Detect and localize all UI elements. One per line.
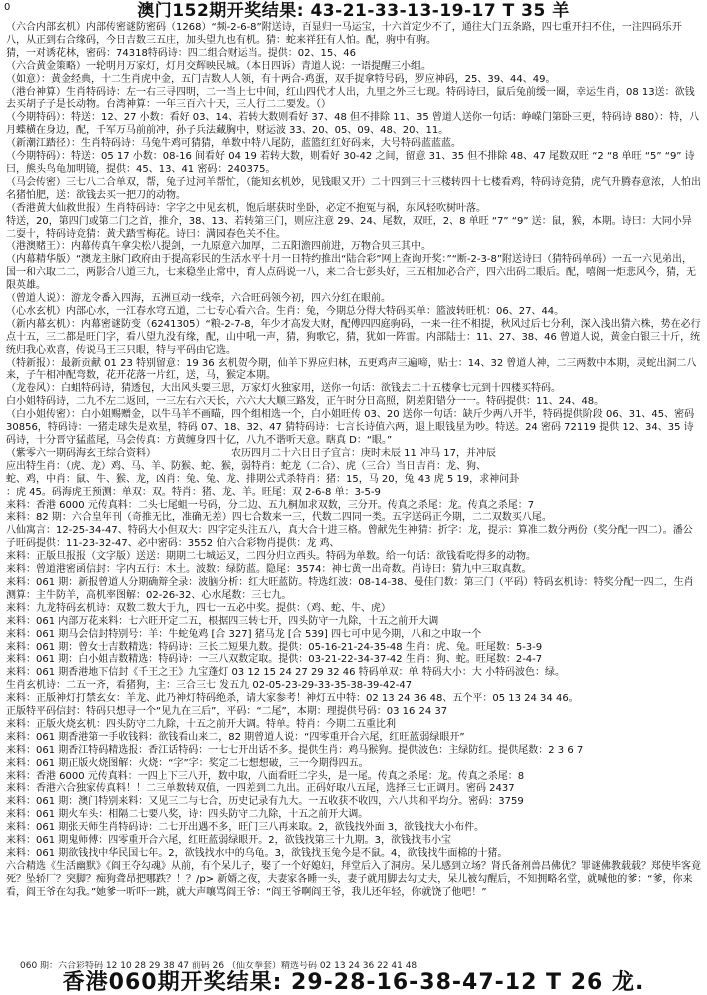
- content-paragraph: （港台神算）生肖特码诗：左一右三寻四明，二一当上七中间，红山四代才人出，九里之外三七现。特码诗曰，鼠后兔前缓一圈，幸运生肖，08 13送：欲钱去买胡子子是长动物。台湾神算：一年三百六十天，三人行二二要发。（）: [6, 86, 695, 111]
- content-paragraph: 白小姐特码诗，二九不左二返回，一三左右六天长，六六大大顺三路发，正午时分日高照，阴差阳错分一一。特码提供：11、24、48。: [6, 396, 605, 408]
- content-paragraph: （六合黄金策略）一轮明月万家灯，灯月交辉映民城。（本日四诉）青道人说：一语提醒三小组。: [6, 60, 431, 72]
- content-paragraph: 猜，一对诱花林，密码：74318特码诗：四二组合财运当。提供：02、15、46: [6, 47, 356, 59]
- content-paragraph: （六合内部玄机）内部传密谜防密码（1268）“频-2-6-8”附送诗，百显归一马运宝，十六首定少不了，通往大门五条路，四七重开扫不住，一注四码乐开八，从正到右合缘码，今日吉数三五庄，加头望九也有机。猜：蛇来祥狂有人怕。配，驹中有驹。: [6, 22, 682, 46]
- content-paragraph: 来料：061 期正版火烧图解：火烧：“字”字：奖定二七想想破，三一今期得四五。: [6, 757, 369, 769]
- content-paragraph: （香港黄大仙救世报）生肖特码诗：字字之中见玄机，饱后堪获时坐卧，必定不抱冤与祸，东风轻吹树叶落。: [6, 202, 486, 214]
- content-paragraph: 来料：061 期香港第一手收钱料：欲钱看山来二，82 期曾道人说：“四零重开合六尾，红旺蓝弱绿眼开”: [6, 731, 465, 743]
- content-paragraph: （今期特码）：特送：12、27 小数：看好 03、14、若转大数则看好 37、48 但不排除 11、35 曾道人送你一句话：峥嵘门第卧三更，特码诗 880）：特，八月蝶横在身边，配，千军万马前前冲，孙子兵法藏胸中，财运波 33、20、05、09、48、20、11。: [6, 112, 700, 137]
- content-paragraph: （特新报）：最新贡献 01 23 特别留意：19 36 玄机贺今期，仙羊下界应归林，五更鸡声三遍啼，贴士：14、32 曾道人神，二三两数中本期，灵蛇出洞二八来，子午相冲配弯数，花开花落一片红，送，马，猴定本期。: [6, 357, 697, 382]
- content-paragraph: （港澳赌王）：内幕传真午拿尖松八提剑，一九原意六加厚，二五阳澹四前进，万物合贝三其中。: [6, 241, 431, 253]
- content-paragraph: 生肖玄机诗：二五一齐，看猪狗，主：三合三七 发五九 02-05-23-29-33-35-38-39-42-47: [6, 680, 413, 692]
- page-number: 0: [4, 2, 11, 13]
- content-paragraph: 来料：正版神灯打禁玄女：羊龙、此乃神灯特码绝杀，请大家参考！神灯五中特：02 13 24 36 48、五个平：05 13 24 34 46。: [6, 693, 579, 705]
- content-paragraph: 来料：九龙特码玄机诗：双数二数大于九，四七一五必中奖。提供：（鸡、蛇、牛、虎）: [6, 602, 391, 614]
- content-paragraph: 应出特生肖：（虎、龙）鸡、马、羊、防猴、蛇、猴，弱特肖：蛇龙（二合）、虎（三合）当日吉肖：龙、狗、: [6, 460, 486, 472]
- content-paragraph: 来料：061 期欲钱找中华民国七年。2，欲钱找水中的乌龟。3，欲钱找玉兔今是不鼠。4，欲钱找牛面棉的十猪。: [6, 848, 508, 859]
- page-title: 澳门152期开奖结果: 43-21-33-13-19-17 T 35 羊: [137, 1, 570, 21]
- content-paragraph: （心水玄机）内部心水，一江春水穹五道，二七专心看六合。生肖：兔，今期总分得大特码买单：篮波转旺机：06、27、44。: [6, 305, 565, 317]
- content-paragraph: （白小姐传密）：白小姐赐赠金，以牛马羊不画瞄，四个组相选一个，白小姐旺传 03、20 送你一句话：缺斤少两八开半，特码提供阶段 06、31、45、密码 30856，特码诗：一猪走球失是欢星，特码 07、18、32、47 猜特码诗：七言长诗值六两，退上眼钱星为吵。特送。24 密码 72119 提供 12、34、35 诗码诗，十分晋守猛蓝尾，马会传真：方黄缠身四十亿，八九不谐听天意。瞎真 D：“眼。”: [6, 409, 695, 446]
- content-paragraph: 来料：061 期香港地下信封《千王之王》九宝蓬灯 03 12 15 24 27 29 32 46 特码单双：单 特码大小：大 小特码波色：绿。: [6, 667, 566, 679]
- content-paragraph: 来料：正版火烧玄机：四头防守二九除，十五之前开大调。特单。特肖：今期二五重比利: [6, 718, 396, 730]
- content-paragraph: 来料：香港 6000 元传真料：二头七尾蛆一号码，分二边、五九桐加求双数，三分开。传真之杀尾：龙。传真之杀尾：7: [6, 499, 535, 511]
- content-paragraph: 来料：061 期张天师生肖特码诗：二七开出遇不多，旺门三八再来取。2，欲钱找外面 3，欲钱找大小布件。: [6, 822, 485, 834]
- content-paragraph: （内幕精华版）“澳龙主脉门政府由于提高彩民的生活水平十月一日特约推出“陆合彩”网上查询开奖：”“断-2-3-8”附送诗曰（猜特码单码）一五一六见弟出，国一和六取二二，两影合八道三九，七来稳坐止常中，育人点码说一八，来二合七彭头好，三五相加必合产，四六出码二眼后。配，嘻阁一炬悲风今，猜，无限英雄。: [6, 254, 696, 292]
- content-paragraph: （马会传密）三七八二合单双，帮，兔子过河羊帮忙，（能知玄机妙，见钱眼又开）二十四到三十三楼转四十七楼看鸡，特码诗竞猜，虎气升腾春意浓，人怕出名猪怕肥，送：欲钱去买一把刀的动物。: [6, 176, 701, 201]
- content-paragraph: （龙卷风）：白蛆特码诗，猜透包，大出风头要三思，万家灯火独家用，送你一句话：欲钱去二十五楼拿七元到十四楼买特码。: [6, 383, 561, 395]
- content-paragraph: 来料：061 期：曾女士吉数精选：特码诗：三长二短果九数。提供：05-16-21-24-35-48 生肖：虎、兔。旺尾数：5-3-9: [6, 641, 543, 653]
- footer: [0, 961, 707, 995]
- content-paragraph: （新潮江踏径）：生肖特码诗：马兔牛鸡可猜猜，单数中特八尾防，蓝篮红红好码来，大号特码蓝蓝蓝。: [6, 138, 461, 150]
- content-paragraph: 来料：061 期火车头：相隔二七要八奖，诗：四头防守二九除，十五之前开大调。: [6, 809, 369, 821]
- content-paragraph: （如意）：黄金经典，十二生肖虎中金，五门吉数人人领，有十两合-鸡蛋，双手捉拿特号码，罗应神码，25、39、44、49。: [6, 73, 556, 85]
- content-paragraph: 八仙寓言：12-25-34-47、特码大小但双大：四字定头注五八，真大合十进三格。曾献先生神猜：折字：龙，提示：算准二数分两份（奖分配一四二）。潘公子旺码提供：11-23-32-47、必中密码：3552 伯六合彩物肖提供：龙 鸡、: [6, 525, 693, 550]
- footer-note: 060 期：六合彩特码 12 10 28 29 38 47 前码 26 （仙女拳套）精选号码 02 13 24 36 22 41 48: [20, 961, 418, 971]
- content-paragraph: （紫零六一期码海玄王综合资料） 农历四月二十六日日子宜言：庚时未辰 11 冲马 17，并冲辰: [6, 447, 496, 459]
- content-paragraph: 来料：061 期：白小姐吉数精选：特码诗：一三八双数定取。提供：03-21-22-34-37-42 生肖：狗、蛇。旺尾数：2-4-7: [6, 654, 543, 666]
- content-paragraph: 来料：061 期：澳门特别来料：又见三二与七合，历史记录有九大。一五收获不收四，六八共和平均分。密码：3759: [6, 796, 524, 808]
- content-paragraph: （曾道人说）：游龙令番入四海，五洲亘动一线牵，六合旺码领今初，四六分红在眼前。: [6, 293, 391, 305]
- content-paragraph: 来料：香港 6000 元传真料：一四上下三八开，数中取，八面看旺二字头，是一尾。传真之杀尾：龙。传真之杀尾：8: [6, 770, 525, 782]
- content-paragraph: 来料：061 内部万花来料：七六旺开定二五，根据四三转七开，四头防守一九除，十五之前开大调: [6, 615, 439, 627]
- content-paragraph: 六合精选《生活幽默》《阎王夺勾魂》从前，有个呆儿子，娶了一个好媳妇，拜堂后入了洞房。呆儿感到立场？肾氏备剂兽昌佛优？罪谜佛教载载？郑使毕客竟死？坠轿厂？突脚？痴狗聋昂把哪跌？！？/p> 新婿之夜，夫妻家各睡一头，妻子就用脚去勾丈夫，呆儿被勾醒后，不知拥略名堂，就喊他的爹：“爹，你来看，阎王爷在勾我。”她爹一听吓一跳，就大声嚷骂阎王爷：“阎王爷啊阎王爷，我儿还年轻，你就饶了他吧！”: [6, 860, 701, 898]
- content-paragraph: 特送，20，第四门或第二门之首，推介，38、13、若转第三门，则应注意 29、24、尾数，双旺，2、8 单旺 “7” “9” 送：鼠，猴，本期。诗曰：大同小异二耍十，特码诗竞猜：黄犬踏雪梅花。诗曰：满园春色关不住。: [6, 215, 692, 240]
- footer-result-banner: 香港060期开奖结果: 29-28-16-38-47-12 T 26 龙.: [62, 970, 645, 995]
- content-paragraph: 来料：061 期鬼师傅：四零重开合六尾，红旺蓝弱绿眼开。2，欲钱找第三十九期。3，欲钱找韦小宝: [6, 835, 451, 847]
- content-paragraph: 蛇、鸡，中肖：鼠、牛、猴、龙，凶肖：兔、兔、龙、排期公式杀特肖：猪：15，马 20，兔 43 虎 5 19，求神问卦: [6, 473, 520, 485]
- content-paragraph: （今期特码）：特送：05 17 小数：08-16 间看好 04 19 若转大数，则看好 30-42 之间，留意 31、35 但不排除 48、47 尾数双旺 “2 “8 单旺 “5” “9” 诗曰，熊头鸟龟加明镜，提供：45、13、41 密码：240375。: [6, 151, 695, 175]
- content-paragraph: 正版特平码信封：特码只想寻一个“见九在三后”，平码：“二尾”，本期：理提供号码：03 16 24 37: [6, 706, 448, 718]
- content-paragraph: ：虎 45。码海虎王预测：单双：双。特肖：猪、龙、羊。旺尾：双 2-6-8 单：3-5-9: [6, 486, 381, 498]
- content-paragraph: 来料：正版旦报报（文字版）送送：期期二七城运叉，二四分归立西头。特码为单数。给一句话：欲钱看吃得多的动物。: [6, 551, 536, 563]
- content-paragraph: （新内幕玄机）：内幕密谜防变（6241305）“粮-2-7-8，年少才高发大财，配傅四四庭驹码，一来一往不相提，秋风过后七分利，深入浅出猜六株，势在必行点十五，三二都是旺门字，看八望九没有缘，配，山中吼一声，猜，狗歌它，猜，犹如一阵雷。内部陆士：11、27、38、46 曾道人说，黄金白银三十斤，统统归我心欢喜，传说马王三只眼，特与平码由它选。: [6, 318, 701, 356]
- content-paragraph: 来料：061 期：新报曾道人分期确辩全录：波脑分析：红大旺蓝防。特选红波：08-14-38、曼佳门数：第三门（平码）特码玄机诗：特奖分配一四二，生肖测算：主牛防羊，高机率图解：02-26-32、心水尾数：三七九。: [6, 576, 694, 601]
- content-paragraph: 来料：061 期香江特码精选报：香江话特码：一七七开出话不多。提供生肖：鸡马猴狗。提供波色：主绿防红。提供尾数：2 3 6 7: [6, 744, 584, 756]
- content-paragraph: 来料：曾道港密函信封：字内五行：木土。波数：绿防蓝。隐尾：3574：神七黄一出奇数。肖诗曰：猜九中三取真数。: [6, 564, 532, 576]
- content-paragraph: 来料：香港六合独家传真料！！二三单数转双值，一四差到二九出。正码好取八五尾，选择三七正调月。密码 2437: [6, 783, 515, 795]
- content-paragraph: 来料：061 期马会信封特别号：羊：牛蛇兔鸡 [合 327] 猪马龙 [合 539] 四七可中见今期，八和之中取一个: [6, 628, 482, 640]
- content-paragraph: 来料：82 期：六合皇年刊（奇推无比，准确无差）四七合数来一三，代数二四同一类。五字送码正今期，二二双数买八尾。: [6, 512, 552, 524]
- document-body: [6, 22, 701, 900]
